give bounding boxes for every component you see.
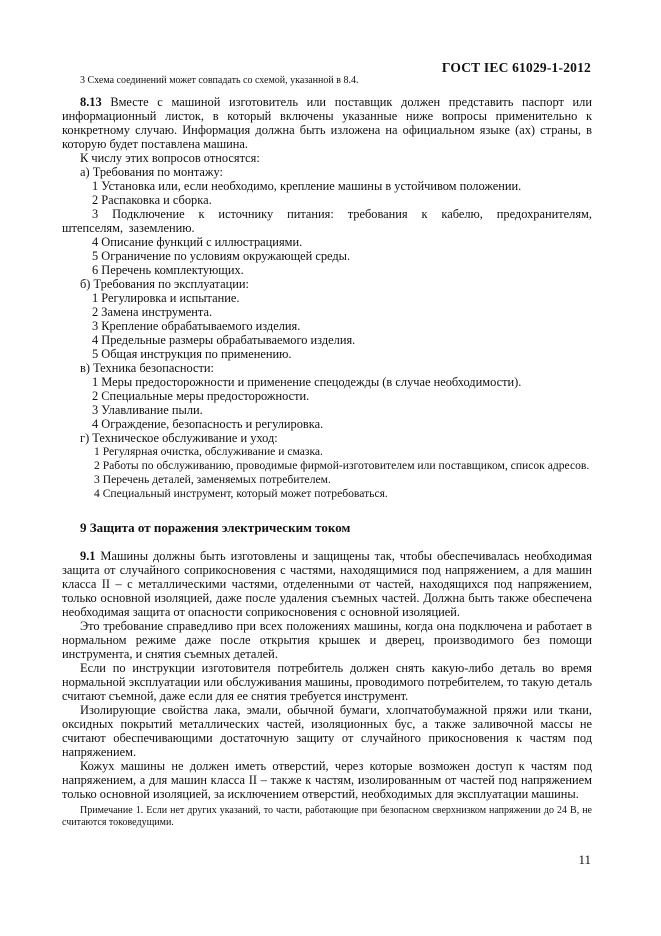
- intro-line: К числу этих вопросов относятся:: [80, 151, 260, 165]
- page-number: 11: [578, 852, 591, 867]
- list-item: 1 Регулярная очистка, обслуживание и смазка.: [94, 445, 323, 458]
- list-item: 3 Крепление обрабатываемого изделия.: [92, 319, 301, 333]
- list-item: 4 Предельные размеры обрабатываемого изделия.: [92, 333, 356, 347]
- section-title: 9 Защита от поражения электрическим током: [80, 520, 351, 535]
- paragraph: Кожух машины не должен иметь отверстий, через которые возможен доступ к частям под напряжением, а для машин класса II – также к частям, изолированным от частей под напряжением только основной изоляцией, за исключением отверстий, необходимых для эксплуатации машины.: [62, 759, 592, 801]
- list-item: 1 Установка или, если необходимо, крепление машины в устойчивом положении.: [92, 179, 522, 193]
- page-content: [62, 75, 592, 829]
- group-title-installation: а) Требования по монтажу:: [80, 165, 223, 179]
- list-item: 2 Специальные меры предосторожности.: [92, 389, 310, 403]
- section-note: Примечание 1. Если нет других указаний, то части, работающие при безопасном сверхнизком напряжении до 24 В, не считаются токоведущими.: [62, 805, 592, 828]
- list-item: 1 Меры предосторожности и применение спецодежды (в случае необходимости).: [92, 375, 522, 389]
- group-title-safety: в) Техника безопасности:: [80, 361, 214, 375]
- clause-number: 8.13: [80, 95, 102, 109]
- list-item: 3 Улавливание пыли.: [92, 403, 203, 417]
- list-item: 2 Замена инструмента.: [92, 305, 213, 319]
- clause-9-1: [62, 549, 592, 619]
- list-item: 4 Специальный инструмент, который может потребоваться.: [94, 487, 388, 500]
- paragraph: Если по инструкции изготовителя потребитель должен снять какую-либо деталь во время нормальной эксплуатации или обслуживания машины, проводимого потребителем, то такую деталь считают съемной, даже если для ее снятия требуется инструмент.: [62, 661, 592, 703]
- list-item: 3 Подключение к источнику питания: требования к кабелю, предохранителям, штепселям, заземлению.: [62, 207, 592, 235]
- clause-number: 9.1: [80, 549, 96, 563]
- list-item: 5 Общая инструкция по применению.: [92, 347, 292, 361]
- list-item: 6 Перечень комплектующих.: [92, 263, 244, 277]
- list-item: 1 Регулировка и испытание.: [92, 291, 240, 305]
- clause-text: Машины должны быть изготовлены и защищены так, чтобы обеспечивалась необходимая защита от случайного соприкосновения с частями, находящимися под напряжением, а для машин класса II – с металлическими частями, отделенными от частей, находящихся под напряжением, только основной изоляцией, даже после удаления съемных частей. Должна быть также обеспечена необходимая защита от опасности соприкосновения с основной изоляцией.: [62, 549, 592, 619]
- note-top: 3 Схема соединений может совпадать со схемой, указанной в 8.4.: [80, 75, 359, 86]
- list-item: 2 Распаковка и сборка.: [92, 193, 212, 207]
- list-item: 4 Описание функций с иллюстрациями.: [92, 235, 303, 249]
- group-title-maintenance: г) Техническое обслуживание и уход:: [80, 431, 278, 445]
- list-item: 4 Ограждение, безопасность и регулировка.: [92, 417, 324, 431]
- standard-header: ГОСТ IEC 61029-1-2012: [441, 60, 591, 75]
- paragraph: Изолирующие свойства лака, эмали, обычной бумаги, хлопчатобумажной пряжи или ткани, оксидных покрытий металлических частей, изоляционных бус, а также заливочной массы не считают обеспечивающими достаточную защиту от случайного прикосновения к частям под напряжением.: [62, 703, 592, 759]
- list-item: 5 Ограничение по условиям окружающей среды.: [92, 249, 351, 263]
- paragraph: Это требование справедливо при всех положениях машины, когда она подключена и работает в нормальном режиме даже после открытия крышек и дверец, производимого без помощи инструмента, и снятия съемных деталей.: [62, 619, 592, 661]
- clause-text: Вместе с машиной изготовитель или поставщик должен представить паспорт или информационный листок, в который включены указанные ниже вопросы применительно к конкретному случаю. Информация должна быть изложена на официальном языке (ах) страны, в которую будет поставлена машина.: [62, 95, 592, 151]
- list-item: 2 Работы по обслуживанию, проводимые фирмой-изготовителем или поставщиком, список адресов.: [94, 459, 590, 472]
- clause-8-13: [62, 95, 592, 151]
- list-item: 3 Перечень деталей, заменяемых потребителем.: [94, 473, 331, 486]
- group-title-operation: б) Требования по эксплуатации:: [80, 277, 249, 291]
